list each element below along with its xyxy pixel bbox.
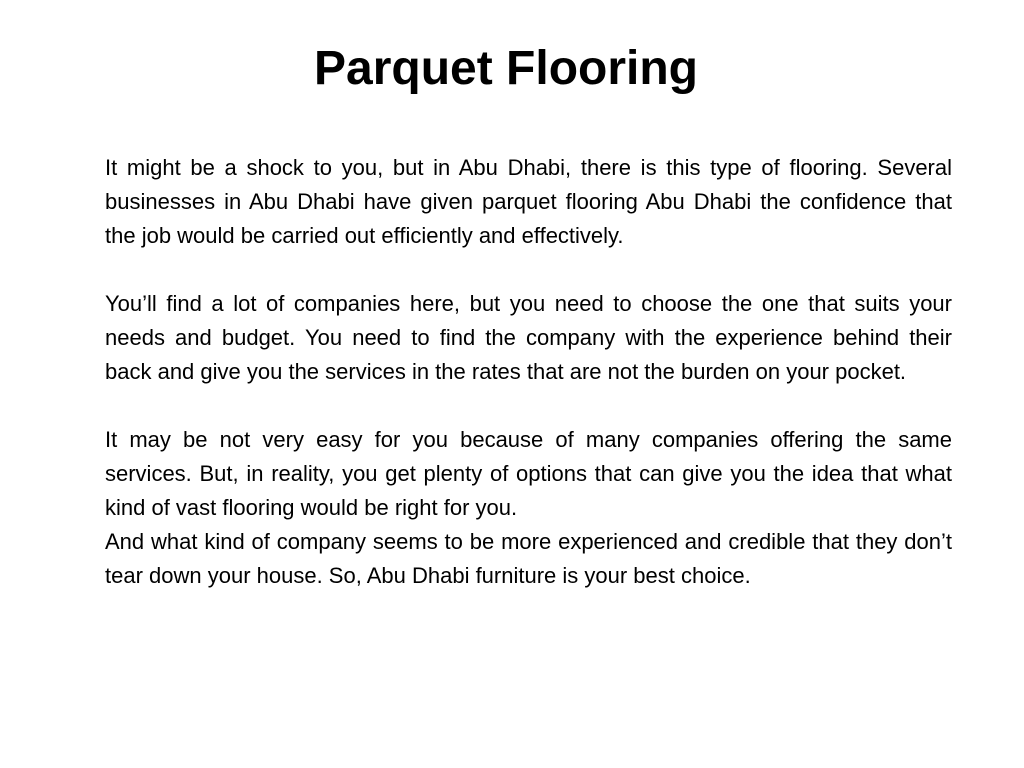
paragraph-recommendation: And what kind of company seems to be more experienced and credible that they don’t tear down your house. So, Abu Dhabi furniture is your best choice. bbox=[105, 529, 952, 588]
paragraph-choosing-company: You’ll find a lot of companies here, but you need to choose the one that suits your needs and budget. You need to find the company with the experience behind their back and give you the services in the rates that are not the burden on your pocket. bbox=[105, 291, 952, 384]
slide-body bbox=[105, 151, 952, 593]
paragraph-intro: It might be a shock to you, but in Abu Dhabi, there is this type of flooring. Several businesses in Abu Dhabi have given parquet flooring Abu Dhabi the confidence that the job would be carried out efficiently and effectively. bbox=[105, 155, 952, 248]
slide-title: Parquet Flooring bbox=[314, 42, 698, 95]
paragraph-options: It may be not very easy for you because of many companies offering the same services. But, in reality, you get plenty of options that can give you the idea that what kind of vast flooring would be right for you. bbox=[105, 427, 952, 520]
